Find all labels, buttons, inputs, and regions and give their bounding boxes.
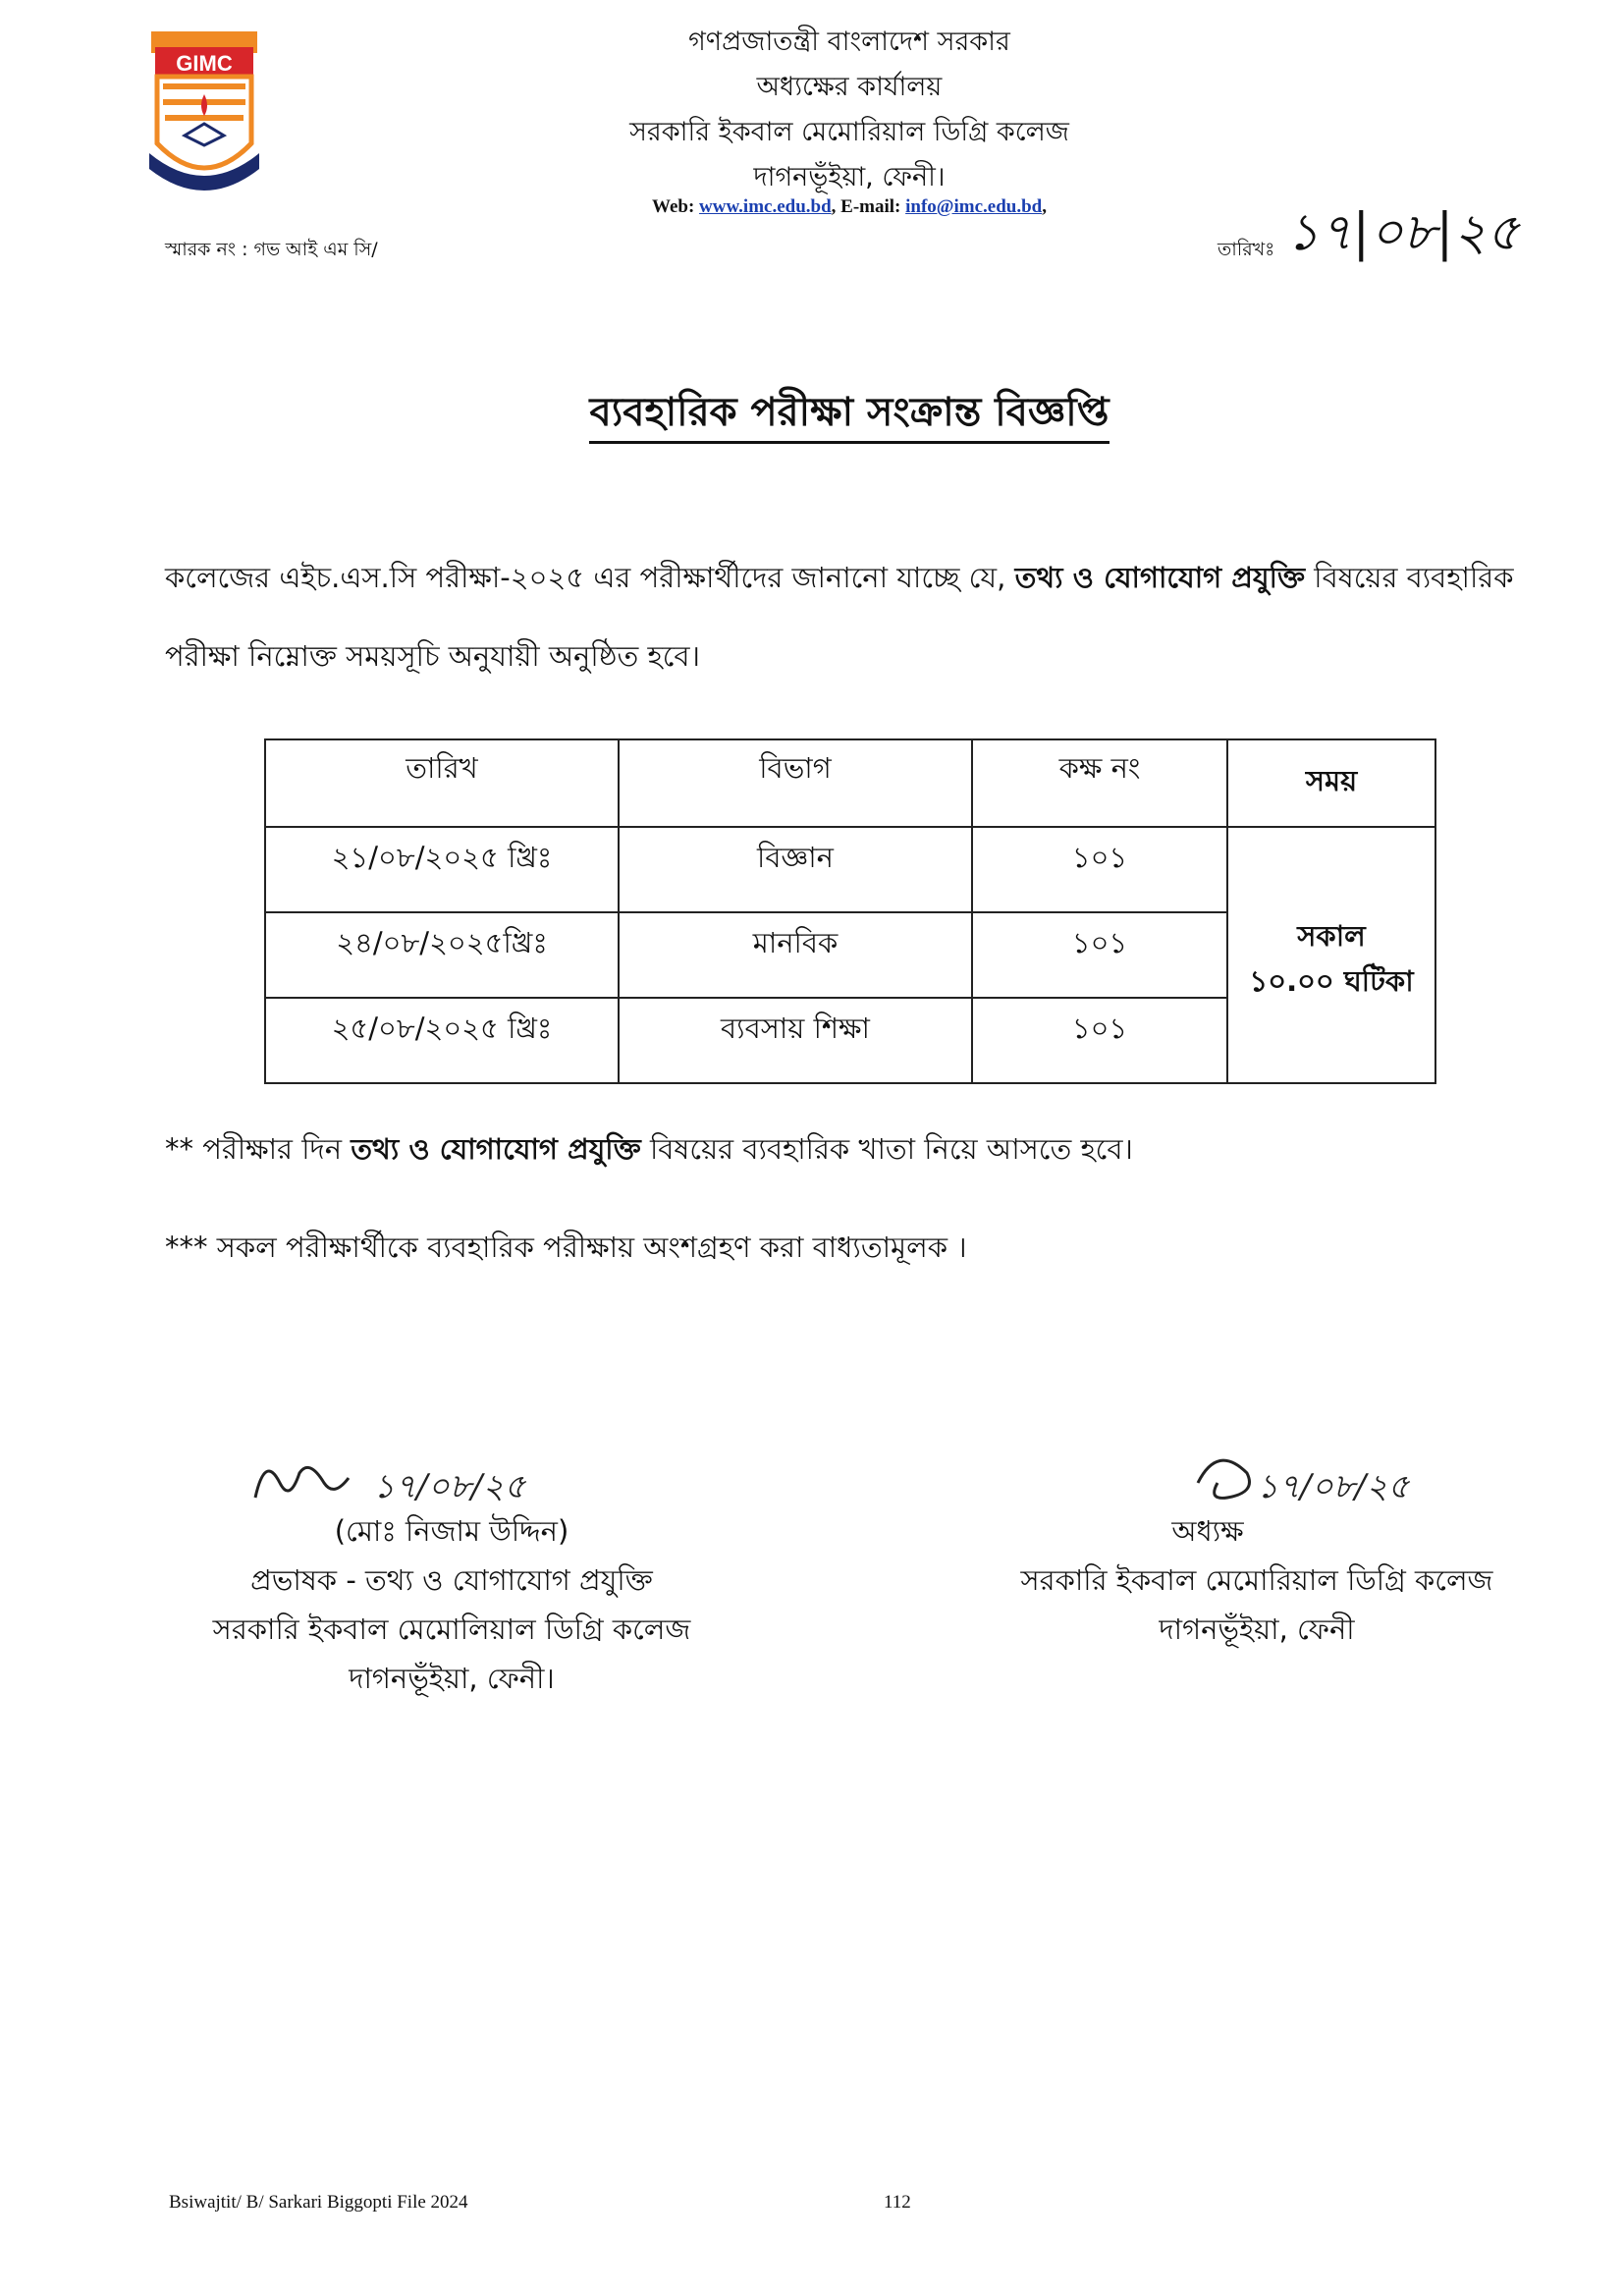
header-contact: Web: www.imc.edu.bd, E-mail: info@imc.edu.bd, — [652, 196, 1047, 217]
row-date: ২১/০৮/২০২৫ খ্রিঃ — [265, 827, 619, 912]
table-header-row — [265, 739, 1435, 827]
memo-number: স্মারক নং : গভ আই এম সি/ — [165, 239, 378, 260]
header-government: গণপ্রজাতন্ত্রী বাংলাদেশ সরকার — [688, 27, 1010, 57]
note-practical-notebook: ** পরীক্ষার দিন তথ্য ও যোগাযোগ প্রযুক্তি বিষয়ের ব্যবহারিক খাতা নিয়ে আসতে হবে। — [165, 1132, 1133, 1166]
email-link[interactable]: info@imc.edu.bd — [905, 196, 1043, 217]
signature-lecturer — [177, 1444, 727, 1703]
notice-title: ব্যবহারিক পরীক্ষা সংক্রান্ত বিজ্ঞপ্তি — [0, 381, 1624, 447]
principal-place: দাগনভূঁইয়া, ফেনী — [1159, 1613, 1355, 1646]
header-location: দাগনভূঁইয়া, ফেনী। — [753, 162, 946, 192]
header-date: তারিখ — [265, 739, 619, 827]
row-department: মানবিক — [619, 912, 972, 998]
date-handwritten: ১৭|০৮|২৫ — [1286, 203, 1520, 262]
logo-text: GIMC — [176, 51, 233, 76]
principal-title: অধ্যক্ষ — [1171, 1514, 1244, 1548]
header-department: বিভাগ — [619, 739, 972, 827]
header-room: কক্ষ নং — [972, 739, 1227, 827]
header-time: সময় — [1227, 739, 1435, 827]
row-department: ব্যবসায় শিক্ষা — [619, 998, 972, 1083]
lecturer-college: সরকারি ইকবাল মেমোলিয়াল ডিগ্রি কলেজ — [212, 1613, 691, 1646]
date-label: তারিখঃ — [1218, 239, 1275, 260]
principal-college: সরকারি ইকবাল মেমোরিয়াল ডিগ্রি কলেজ — [1020, 1563, 1493, 1597]
row-room: ১০১ — [972, 827, 1227, 912]
lecturer-name: (মোঃ নিজাম উদ্দিন) — [334, 1514, 569, 1548]
notice-body: কলেজের এইচ.এস.সি পরীক্ষা-২০২৫ এর পরীক্ষার্থীদের জানানো যাচ্ছে যে, তথ্য ও যোগাযোগ প্রযুক্তি বিষয়ের ব্যবহারিক পরীক্ষা নিম্নোক্ত সময়সূচি অনুযায়ী অনুষ্ঠিত হবে। — [165, 561, 1514, 673]
header-college: সরকারি ইকবাল মেমোরিয়াল ডিগ্রি কলেজ — [629, 117, 1069, 147]
note-mandatory: *** সকল পরীক্ষার্থীকে ব্যবহারিক পরীক্ষায় অংশগ্রহণ করা বাধ্যতামূলক । — [165, 1230, 967, 1264]
row-date: ২৪/০৮/২০২৫খ্রিঃ — [265, 912, 619, 998]
footer-page-number: 112 — [884, 2192, 911, 2213]
email-label: , E-mail: — [831, 196, 901, 217]
row-room: ১০১ — [972, 998, 1227, 1083]
table-row — [265, 827, 1435, 912]
svg-text:১৭/০৮/২৫: ১৭/০৮/২৫ — [1257, 1467, 1410, 1506]
subject-name: তথ্য ও যোগাযোগ প্রযুক্তি — [1014, 561, 1306, 594]
web-label: Web: — [652, 196, 695, 217]
row-date: ২৫/০৮/২০২৫ খ্রিঃ — [265, 998, 619, 1083]
lecturer-place: দাগনভূঁইয়া, ফেনী। — [349, 1662, 555, 1695]
row-department: বিজ্ঞান — [619, 827, 972, 912]
row-room: ১০১ — [972, 912, 1227, 998]
svg-text:১৭/০৮/২৫: ১৭/০৮/২৫ — [373, 1467, 526, 1506]
signature-lecturer-mark — [236, 1444, 530, 1512]
header-office: অধ্যক্ষের কার্যালয় — [756, 72, 943, 102]
signature-principal-mark — [1188, 1444, 1483, 1512]
footer-file-ref: Bsiwajtit/ B/ Sarkari Biggopti File 2024 — [169, 2192, 468, 2213]
website-link[interactable]: www.imc.edu.bd — [699, 196, 832, 217]
signature-principal — [982, 1444, 1532, 1654]
time-cell: সকাল ১০.০০ ঘটিকা — [1227, 827, 1435, 1083]
lecturer-role: প্রভাষক - তথ্য ও যোগাযোগ প্রযুক্তি — [250, 1563, 653, 1597]
schedule-table — [264, 738, 1436, 1084]
